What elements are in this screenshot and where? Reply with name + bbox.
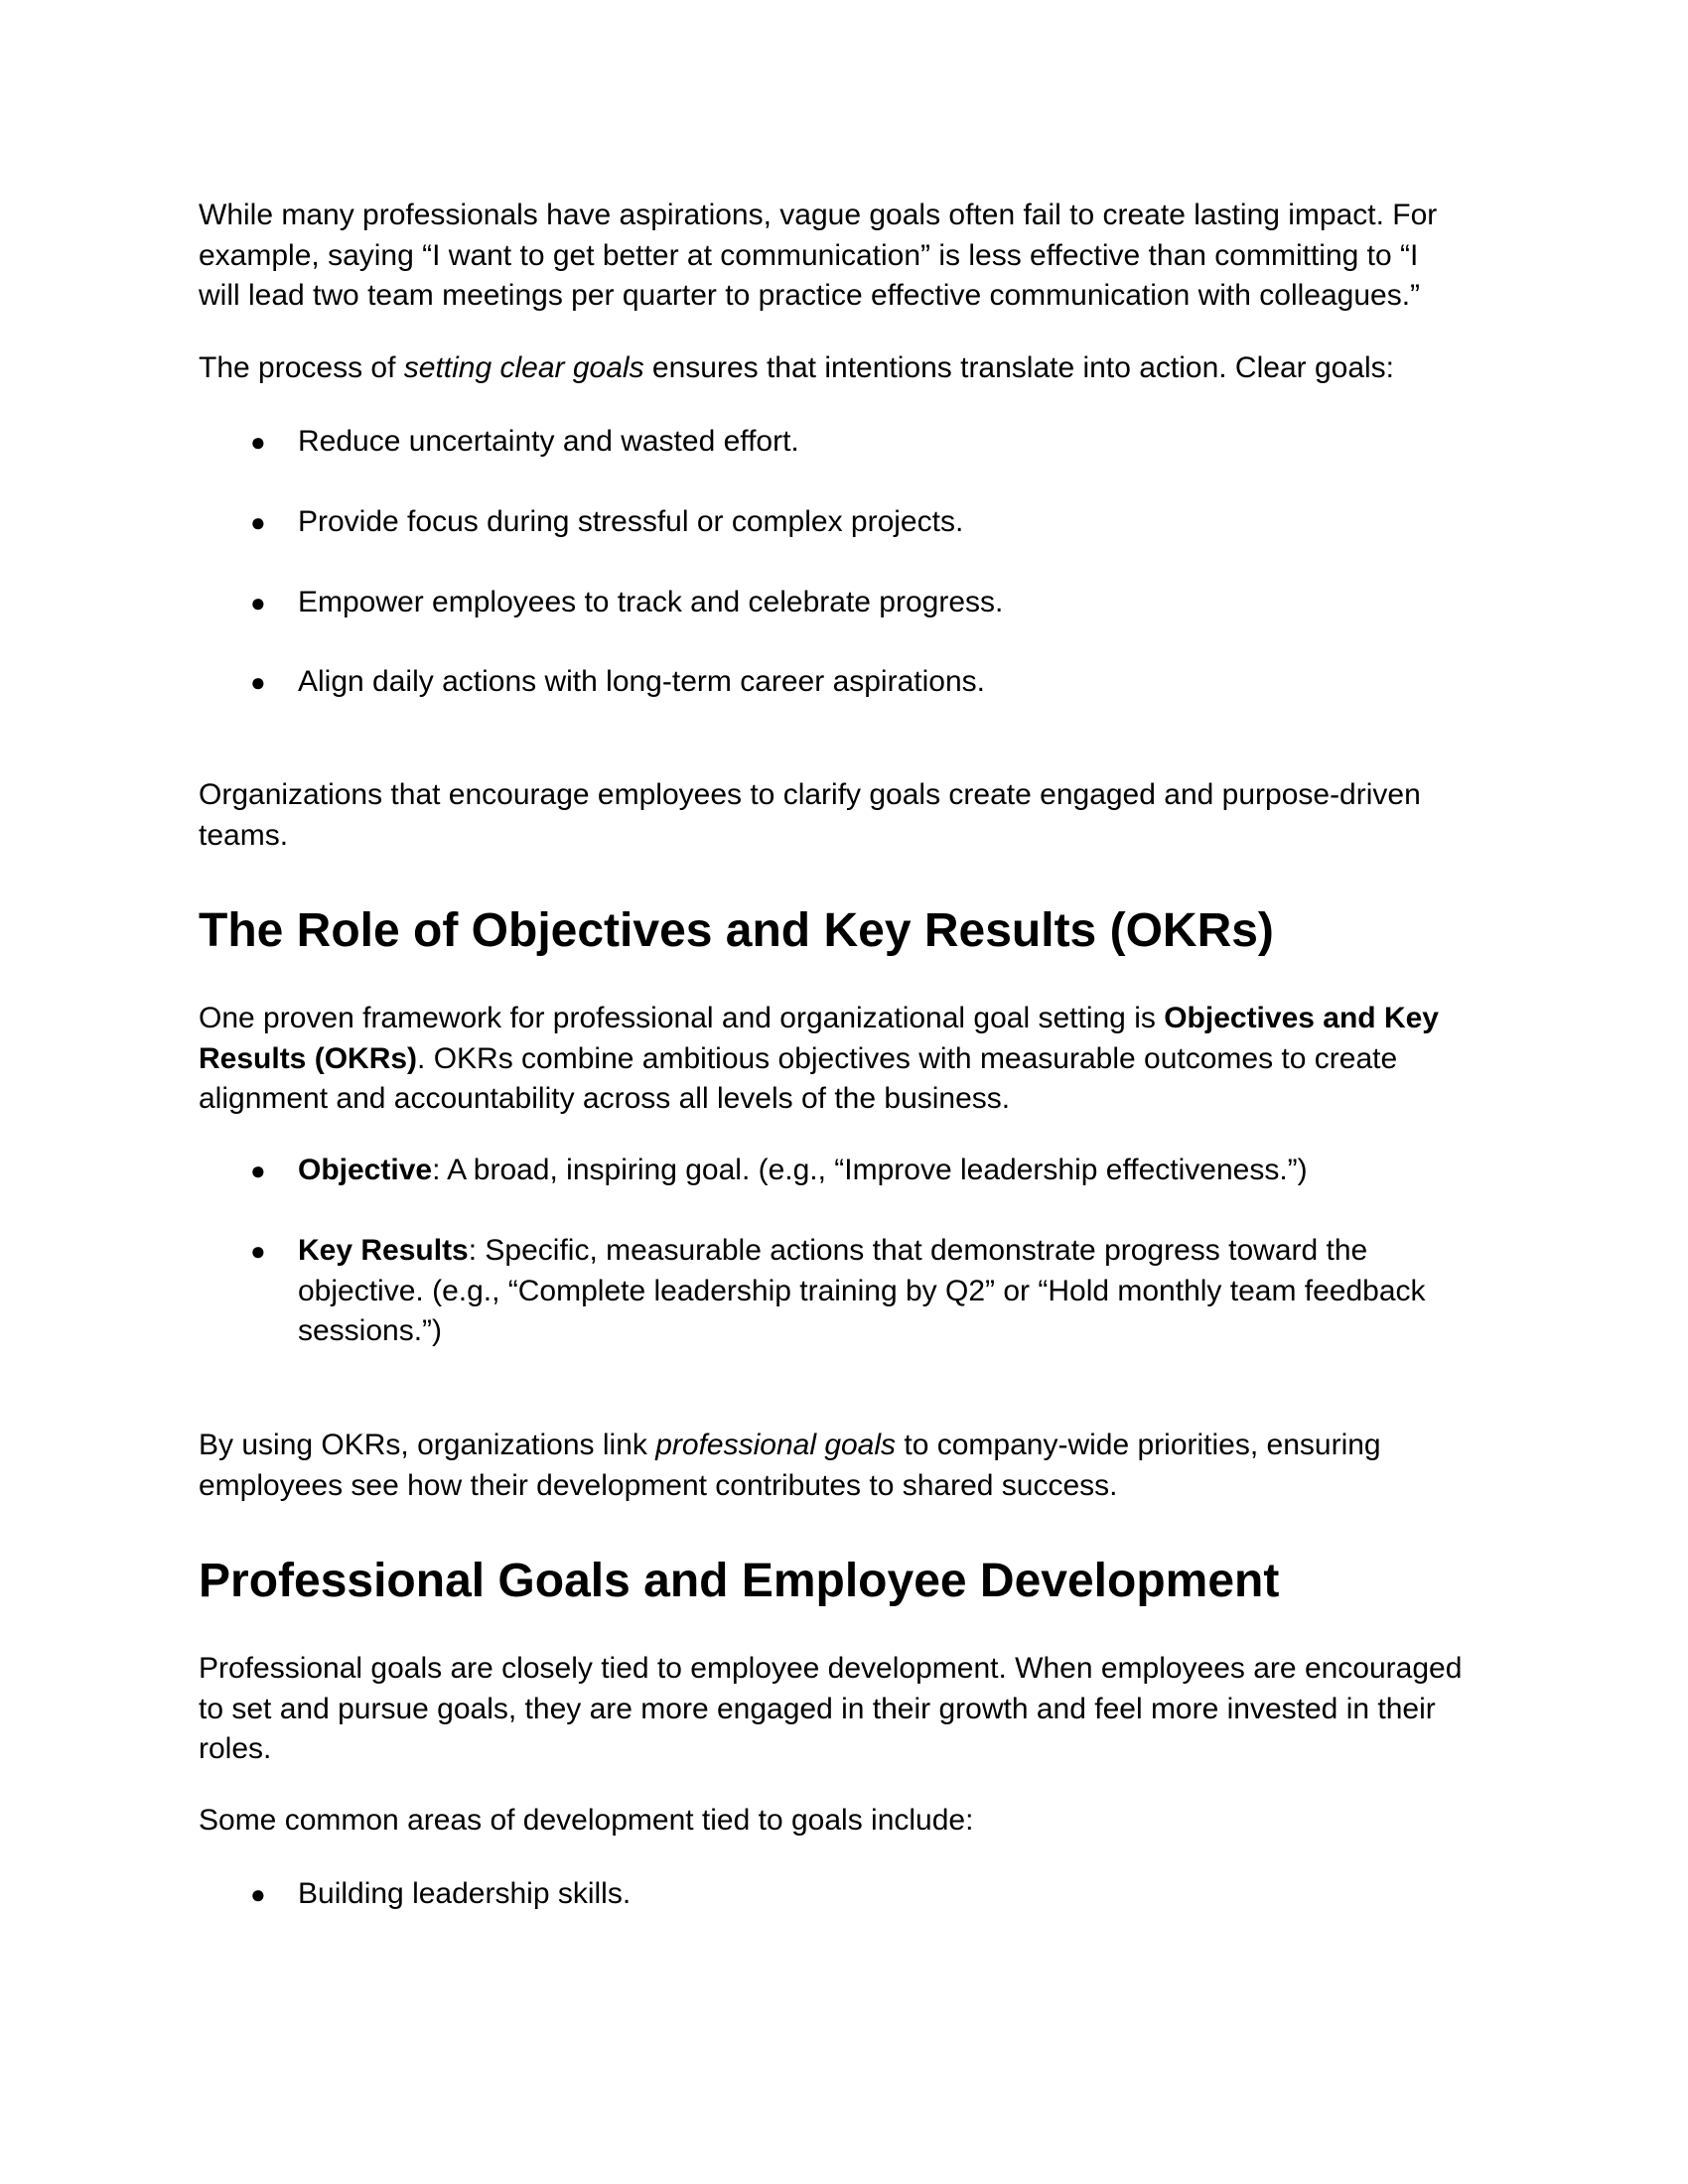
process-paragraph	[199, 348, 1394, 389]
key-results-line-1	[298, 1231, 1426, 1272]
bullet-dot-icon: ●	[250, 1236, 266, 1266]
using-okrs-line-2: employees see how their development contributes to shared success.	[199, 1468, 1118, 1502]
objective-term: Objective	[298, 1154, 433, 1186]
okr-term-bold-part-2: Results (OKRs)	[199, 1041, 418, 1075]
development-areas-intro: Some common areas of development tied to goals include:	[199, 1804, 974, 1837]
okr-intro-text: One proven framework for professional and organizational goal setting is	[199, 1002, 1165, 1034]
bullet-dot-icon: ●	[250, 1156, 266, 1185]
okr-term-bold-part-1: Objectives and Key	[1164, 1002, 1439, 1034]
using-okrs-emphasis: professional goals	[655, 1429, 897, 1461]
organizations-line-2: teams.	[199, 818, 289, 852]
key-results-line-2: objective. (e.g., “Complete leadership training by Q2” or “Hold monthly team feedback	[298, 1274, 1426, 1307]
development-line-3: roles.	[199, 1732, 272, 1765]
okr-section-heading: The Role of Objectives and Key Results (OKRs)	[199, 904, 1274, 957]
intro-line-1: While many professionals have aspirations, vague goals often fail to create lasting impact. For	[199, 199, 1438, 231]
key-results-text: : Specific, measurable actions that demonstrate progress toward the	[468, 1234, 1368, 1267]
using-okrs-text-after: to company-wide priorities, ensuring	[896, 1429, 1381, 1461]
okr-intro-paragraph	[199, 999, 1439, 1120]
development-paragraph	[199, 1649, 1462, 1770]
key-results-term: Key Results	[298, 1234, 469, 1267]
process-text-after: ensures that intentions translate into action. Clear goals:	[643, 351, 1395, 384]
objective-text: : A broad, inspiring goal. (e.g., “Improve leadership effectiveness.”)	[432, 1154, 1308, 1186]
clear-goal-item-2: Provide focus during stressful or complex projects.	[298, 505, 964, 538]
okr-objective-item	[298, 1151, 1308, 1191]
okr-intro-text-after: . OKRs combine ambitious objectives with measurable outcomes to create	[417, 1041, 1398, 1075]
using-okrs-paragraph	[199, 1426, 1381, 1506]
using-okrs-line-1	[199, 1426, 1381, 1466]
organizations-paragraph	[199, 775, 1421, 856]
intro-line-3: will lead two team meetings per quarter to practice effective communication with colleagues.”	[199, 279, 1421, 312]
bullet-dot-icon: ●	[250, 588, 266, 617]
clear-goal-item-4: Align daily actions with long-term career aspirations.	[298, 665, 985, 698]
intro-paragraph	[199, 196, 1437, 317]
intro-line-2: example, saying “I want to get better at communication” is less effective than committing to “I	[199, 238, 1419, 272]
okr-intro-line-1	[199, 999, 1439, 1039]
bullet-dot-icon: ●	[250, 427, 266, 457]
development-line-2: to set and pursue goals, they are more engaged in their growth and feel more invested in their	[199, 1692, 1436, 1725]
process-emphasis: setting clear goals	[403, 351, 644, 384]
development-section-heading: Professional Goals and Employee Development	[199, 1555, 1280, 1607]
development-area-item-1: Building leadership skills.	[298, 1877, 632, 1910]
clear-goal-item-1: Reduce uncertainty and wasted effort.	[298, 425, 799, 458]
okr-key-results-item	[298, 1231, 1426, 1352]
okr-intro-line-3: alignment and accountability across all levels of the business.	[199, 1082, 1011, 1115]
process-text-before: The process of	[199, 351, 404, 384]
using-okrs-text-before: By using OKRs, organizations link	[199, 1429, 656, 1461]
bullet-dot-icon: ●	[250, 507, 266, 537]
key-results-line-3: sessions.”)	[298, 1314, 443, 1347]
clear-goal-item-3: Empower employees to track and celebrate progress.	[298, 586, 1004, 618]
bullet-dot-icon: ●	[250, 1879, 266, 1909]
bullet-dot-icon: ●	[250, 667, 266, 697]
okr-intro-line-2	[199, 1039, 1439, 1080]
development-line-1: Professional goals are closely tied to employee development. When employees are encouraged	[199, 1652, 1463, 1685]
organizations-line-1: Organizations that encourage employees to clarify goals create engaged and purpose-driven	[199, 778, 1421, 811]
